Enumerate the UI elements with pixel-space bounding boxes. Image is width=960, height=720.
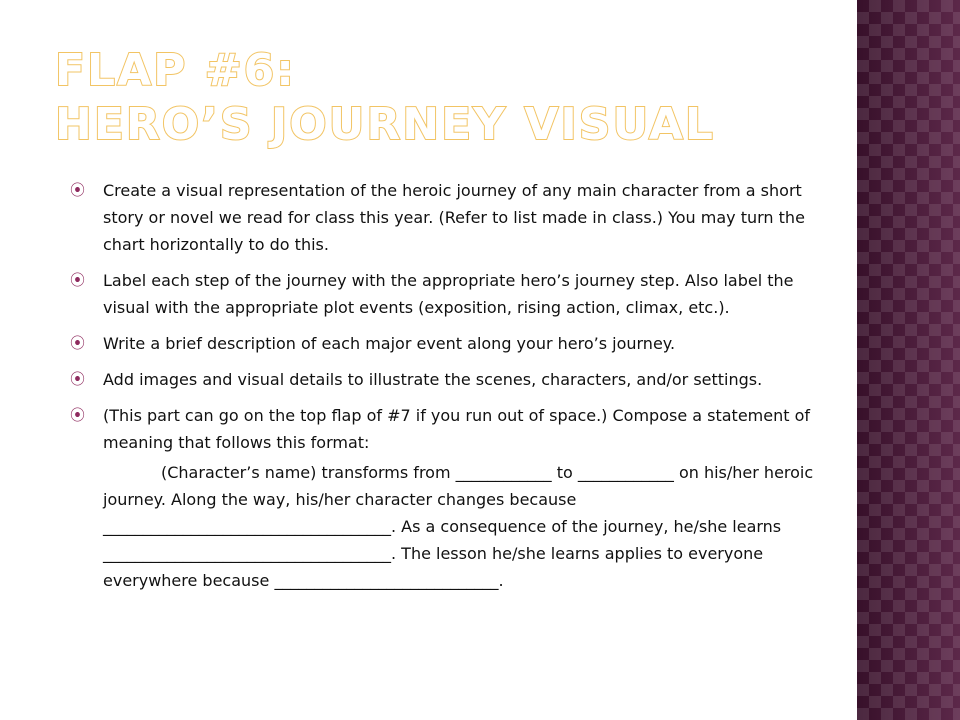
slide-title (55, 44, 845, 152)
bullet-item (70, 402, 820, 456)
fill-in-blank: ____________ (455, 463, 552, 482)
circled-dot-icon: ⦿ (70, 271, 86, 289)
bullet-text: (This part can go on the top flap of #7 if you run out of space.) Compose a statement of meaning that follows this format: (103, 406, 811, 452)
circled-dot-icon: ⦿ (70, 181, 86, 199)
fill-in-blank: ____________ (577, 463, 674, 482)
bullet-item (70, 366, 820, 393)
bullet-item (70, 177, 820, 258)
bullet-text: Write a brief description of each major event along your hero’s journey. (103, 334, 676, 353)
statement-text: (Character’s name) transforms from (161, 463, 456, 482)
bullet-text: Create a visual representation of the heroic journey of any main character from a short story or novel we read for class this year. (Refer to list made in class.) You may turn the chart horizontally to do this. (103, 181, 805, 254)
statement-of-meaning-template (70, 459, 820, 594)
fill-in-blank: ____________________________________ (103, 517, 391, 536)
bullet-text: Label each step of the journey with the appropriate hero’s journey step. Also label the visual with the appropriate plot events (exposition, rising action, climax, etc.). (103, 271, 794, 317)
fill-in-blank: ____________________________________ (103, 544, 391, 563)
statement-text: . As a consequence of the journey, he/she learns (391, 517, 782, 536)
statement-text: . (498, 571, 504, 590)
circled-dot-icon: ⦿ (70, 370, 86, 388)
circled-dot-icon: ⦿ (70, 334, 86, 352)
circled-dot-icon: ⦿ (70, 406, 86, 424)
bullet-text: Add images and visual details to illustrate the scenes, characters, and/or settings. (103, 370, 763, 389)
statement-text: on his/her heroic journey. Along the way, his/her character changes because (103, 463, 814, 509)
decorative-side-panel (857, 0, 960, 720)
slide-body (70, 177, 820, 594)
title-line-1: FLAP #6: (55, 45, 296, 96)
bullet-item (70, 267, 820, 321)
statement-text: . The lesson he/she learns applies to everyone everywhere because (103, 544, 764, 590)
title-line-2: HERO’S JOURNEY VISUAL (55, 99, 715, 150)
bullet-item (70, 330, 820, 357)
statement-text: to (551, 463, 578, 482)
fill-in-blank: ____________________________ (274, 571, 499, 590)
